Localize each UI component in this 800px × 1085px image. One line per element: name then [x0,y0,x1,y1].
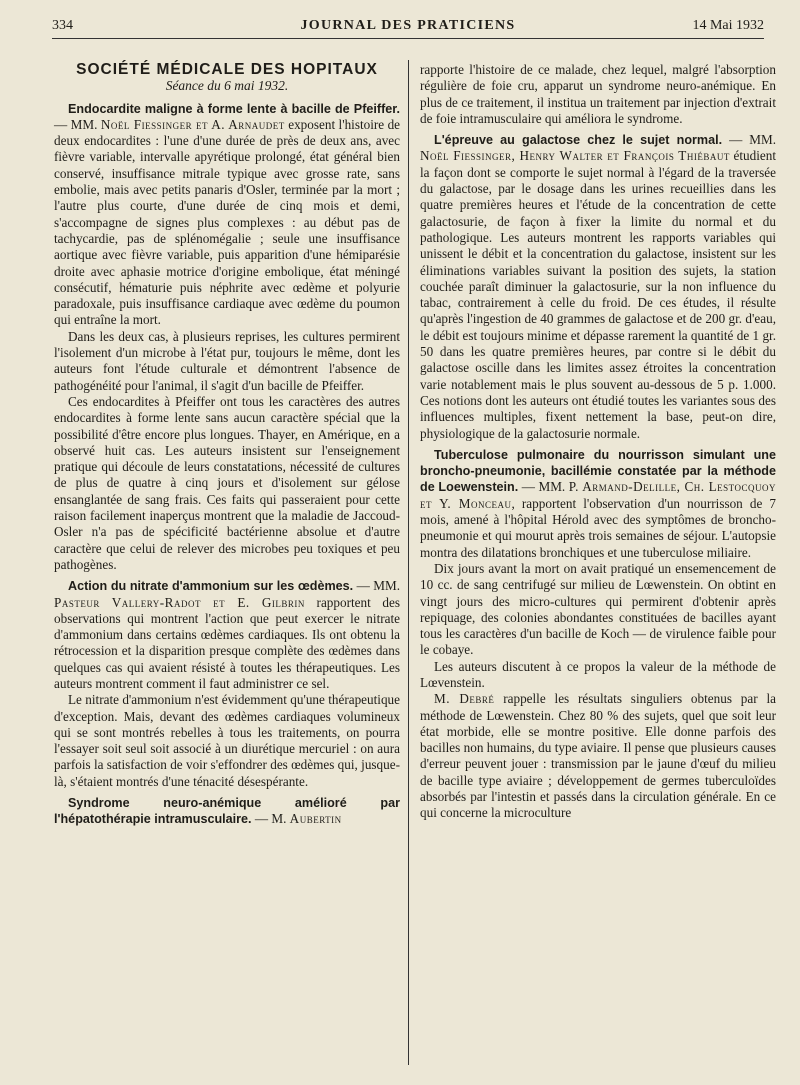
article-authors: Aubertin [289,811,342,827]
authors-intro: — MM. [353,578,400,594]
article-authors: Noël Fiessinger, Henry Walter et François Thiébaut [420,148,730,164]
article-authors: Noël Fiessinger et A. Arnaudet [100,116,285,132]
authors-intro: — MM. [722,132,776,148]
authors-intro: — MM. [54,116,101,132]
article-galactose [420,132,776,442]
running-header [52,18,764,40]
column-divider [408,60,409,1065]
article-paragraph [54,578,400,692]
article-title: Action du nitrate d'ammonium sur les œdèmes. [68,579,354,594]
article-nitrate [54,578,400,790]
journal-title: JOURNAL DES PRATICIENS [300,18,516,33]
article-paragraph [420,447,776,561]
issue-date: 14 Mai 1932 [692,18,764,33]
authors-intro: — MM. [518,479,569,495]
article-paragraph: Ces endocardites à Pfeiffer ont tous les caractères des autres endocardites à forme lente sans aucun caractère spécial que la possibilité d'être encore plus longues. Thayer, en Amérique, en a observé huit cas. Les auteurs insistent sur l'enseignement pratique qui découle de leurs constatations, nécessité de cultures de plus de quatre à cinq jours et d'isolement sur gélose ensanglantée de sang frais. Ces faits qui passeraient pour cette raison facilement inaperçus montrent que la maladie de Jaccoud-Osler n'a pas de spécificité bactérienne absolue et d'autre caractère que celui de relever des microbes peu toxiques et peu pathogènes. [54,393,400,572]
header-rule [52,38,764,39]
article-authors: Pasteur Vallery-Radot et E. Gilbrin [54,594,305,610]
left-column [54,62,400,828]
society-title: SOCIÉTÉ MÉDICALE DES HOPITAUX [76,61,378,78]
authors-intro: — M. [251,811,290,827]
article-endocardite [54,101,400,574]
article-paragraph [420,132,776,442]
article-title: Syndrome neuro-anémique amélioré par l'hépatothérapie intramusculaire. [54,796,400,827]
lead-author: M. Debré [434,691,495,707]
paragraph-text: rapportent des observations qui montrent l'action que peut exercer le nitrate d'ammonium dans certains œdèmes cardiaques. Ils ont obtenu la rétrocession et la disparition presque complète des œdèmes dans quelques cas qui avaient résisté à toutes les thérapeutiques. Les auteurs montrent comment il faut administrer ce sel. [54,594,400,691]
article-title: L'épreuve au galactose chez le sujet normal. [434,133,723,148]
article-title: Endocardite maligne à forme lente à bacille de Pfeiffer. [68,101,400,116]
article-paragraph [54,795,400,828]
article-paragraph: Dix jours avant la mort on avait pratiqué un ensemencement de 10 cc. de sang centrifugé sur milieu de Lœwenstein. On obtint en vingt jours des micro-cultures qui permirent d'obtenir après repiquage, des colonies abondantes constituées de bacilles ayant tous les caractères d'un bacille de Koch — de virulence faible pour le cobaye. [420,560,776,658]
article-paragraph [54,101,400,329]
article-paragraph: Dans les deux cas, à plusieurs reprises, les cultures permirent l'isolement d'un microbe à l'état pur, toujours le même, dont les auteurs font l'étude culturale et démontrent l'absence de pathogénéité pour l'animal, il s'agit d'un bacille de Pfeiffer. [54,328,400,393]
paragraph-text: , rapportent l'observation d'un nourrisson de 7 mois, amené à l'hôpital Hérold avec des symptômes de broncho-pneumonie et qui mourut après trois semaines de séjour. L'autopsie montra des dilatations bronchiques et une tuberculose miliaire. [420,495,776,560]
article-paragraph: Les auteurs discutent à ce propos la valeur de la méthode de Lœvenstein. [420,658,776,690]
seance-date: Séance du 6 mai 1932. [165,78,289,94]
article-paragraph [420,691,776,821]
article-paragraph: Le nitrate d'ammonium n'est évidemment qu'une thérapeutique d'exception. Mais, devant des œdèmes cardiaques volumineux qui se sont montrés rebelles à tous les traitements, on pourra l'essayer soit seul soit associé à un diurétique mercuriel : on aura parfois la satisfaction de voir s'effondrer des œdèmes qui, jusque-là, s'étaient montrés d'une ténacité désespérante. [54,692,400,789]
paragraph-text: exposent l'histoire de deux endocardites : l'une d'une durée de près de deux ans, avec fièvre variable, intervalle apyrétique prolongé, état général bien conservé, insuffisance mitrale typique avec grosse rate, sans embolie, mais avec petits panaris d'Osler, terminée par la mort ; l'autre plus courte, d'une durée de cinq mois et demi, s'accompagne de signes plus complexes : au début pas de tachycardie, pas de splénomégalie ; seule une insuffisance aortique avec fièvre variable, puis apparition d'une hémiparésie droite avec aphasie motrice d'origine embolique, état méningé consécutif, hématurie puis néphrite avec œdème et polyurie paradoxale, puis insuffisance cardiaque avec œdème du poumon qui entraîne la mort. [54,116,401,328]
right-column [420,62,776,822]
article-title: Tuberculose pulmonaire du nourrisson simulant une broncho-pneumonie, bacillémie constatée par la méthode de Loewenstein. [420,447,776,495]
article-tuberculose [420,447,776,822]
paragraph-text: rappelle les résultats singuliers obtenus par la méthode de Lœwenstein. Chez 80 % des sujets, quel que soit leur état morbide, elle se montre positive. Elle donne parfois des bacilles non humains, du type aviaire. Il pense que plusieurs causes d'erreur peuvent jouer : transmission par le jaune d'œuf du milieu de bacille type aviaire ; développement de germes tuberculoïdes absorbés par l'intestin et passés dans la circulation générale. En ce qui concerne la microculture [420,691,776,821]
article-paragraph: rapporte l'histoire de ce malade, chez lequel, malgré l'absorption régulière de foie cru, apparut un syndrome neuro-anémique. En plus de ce traitement, il institua un traitement par injection d'extrait de foie intramusculaire qui améliora le syndrome. [420,62,776,126]
page-number: 334 [52,18,73,33]
article-authors: P. Armand-Delille, Ch. Lestocquoy et Y. Monceau [420,479,776,511]
paragraph-text: étudient la façon dont se comporte le sujet normal à l'égard de la traversée du galactose, par le dosage dans les urines recueillies dans les quatre premières heures et l'étude de la concentration de cette galactosurie, de façon à fixer la limite du normal et du pathologique. Les auteurs montrent les rapports variables qui unissent le débit et la concentration du galactose, insistent sur les éliminations variables suivant la position des sujets, la station couchée paraît diminuer la galactosurie, sur la non influence du tabac, contrairement à celle du froid. De ces études, il résulte qu'après l'ingestion de 40 grammes de galactose et de 200 gr. d'eau, le débit est toujours minime et dépasse rarement la quantité de 1 gr. 50 dans les quatre premières heures, par contre si le débit du galactose oscille dans les limites assez étroites la concentration varie notablement mais le plus souvent au-dessous de 5 p. 1.000. Ces notions dont les auteurs ont étudié toutes les variantes sous des influences multiples, fixent nettement la base, peut-on dire, physiologique de la galactosurie normale. [420,148,776,441]
article-syndrome-start [54,795,400,828]
